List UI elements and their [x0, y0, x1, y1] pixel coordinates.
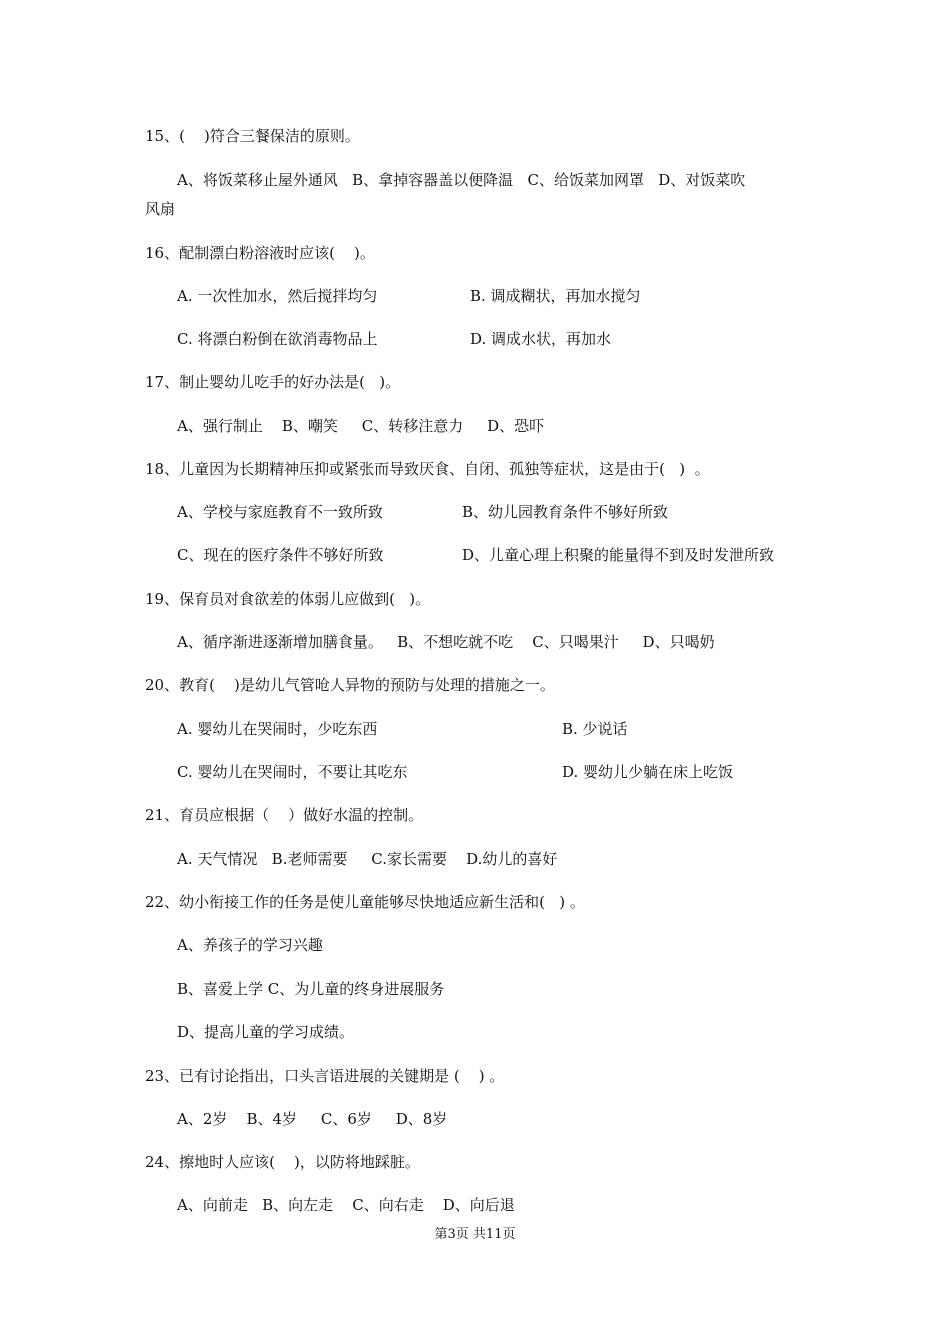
question-20-option-d: D. 婴幼儿少躺在床上吃饭 — [562, 763, 734, 781]
question-18-option-b: B、幼儿园教育条件不够好所致 — [462, 503, 669, 521]
question-22-option-bc: B、喜爱上学 C、为儿童的终身进展服务 — [177, 980, 445, 998]
question-18-option-a: A、学校与家庭教育不一致所致 — [177, 503, 383, 521]
question-15-options-continued: 风扇 — [145, 200, 176, 218]
question-22-option-d: D、提高儿童的学习成绩。 — [177, 1023, 355, 1041]
question-19-stem: 19、保育员对食欲差的体弱儿应做到( )。 — [145, 590, 431, 608]
question-18-stem: 18、儿童因为长期精神压抑或紧张而导致厌食、自闭、孤独等症状，这是由于( ) 。 — [145, 460, 710, 478]
question-20-option-b: B. 少说话 — [562, 720, 628, 738]
page-footer: 第3页 共11页 — [434, 1227, 516, 1242]
question-16-option-d: D. 调成水状，再加水 — [470, 330, 612, 348]
question-20-stem: 20、教育( )是幼儿气管呛人异物的预防与处理的措施之一。 — [145, 676, 555, 694]
question-20-option-a: A. 婴幼儿在哭闹时，少吃东西 — [177, 720, 378, 738]
question-24-stem: 24、擦地时人应该( )，以防将地踩脏。 — [145, 1153, 420, 1171]
question-16-option-c: C. 将漂白粉倒在欲消毒物品上 — [177, 330, 378, 348]
question-16-option-b: B. 调成糊状，再加水搅匀 — [470, 287, 641, 305]
question-18-option-d: D、儿童心理上积聚的能量得不到及时发泄所致 — [462, 546, 775, 564]
question-17-options: A、强行制止 B、嘲笑 C、转移注意力 D、恐吓 — [177, 417, 545, 435]
question-15-options: A、将饭菜移止屋外通风 B、拿掉容器盖以便降温 C、给饭菜加网罩 D、对饭菜吹 — [177, 171, 746, 189]
question-16-option-a: A. 一次性加水，然后搅拌均匀 — [177, 287, 378, 305]
question-18-option-c: C、现在的医疗条件不够好所致 — [177, 546, 384, 564]
question-23-options: A、2岁 B、4岁 C、6岁 D、8岁 — [177, 1110, 448, 1128]
question-16-stem: 16、配制漂白粉溶液时应该( )。 — [145, 244, 375, 262]
question-15-stem: 15、( )符合三餐保洁的原则。 — [145, 127, 360, 145]
question-22-option-a: A、养孩子的学习兴趣 — [177, 936, 323, 954]
question-19-options: A、循序渐进逐渐增加膳食量。 B、不想吃就不吃 C、只喝果汁 D、只喝奶 — [177, 633, 715, 651]
question-21-stem: 21、育员应根据（ ）做好水温的控制。 — [145, 806, 424, 824]
question-24-options: A、向前走 B、向左走 C、向右走 D、向后退 — [177, 1196, 515, 1214]
question-17-stem: 17、制止婴幼儿吃手的好办法是( )。 — [145, 373, 401, 391]
question-23-stem: 23、已有讨论指出，口头言语进展的关键期是 ( ) 。 — [145, 1067, 505, 1085]
question-22-stem: 22、幼小衔接工作的任务是使儿童能够尽快地适应新生活和( ) 。 — [145, 893, 585, 911]
question-21-options: A. 天气情况 B.老师需要 C.家长需要 D.幼儿的喜好 — [177, 850, 558, 868]
question-20-option-c: C. 婴幼儿在哭闹时，不要让其吃东 — [177, 763, 408, 781]
